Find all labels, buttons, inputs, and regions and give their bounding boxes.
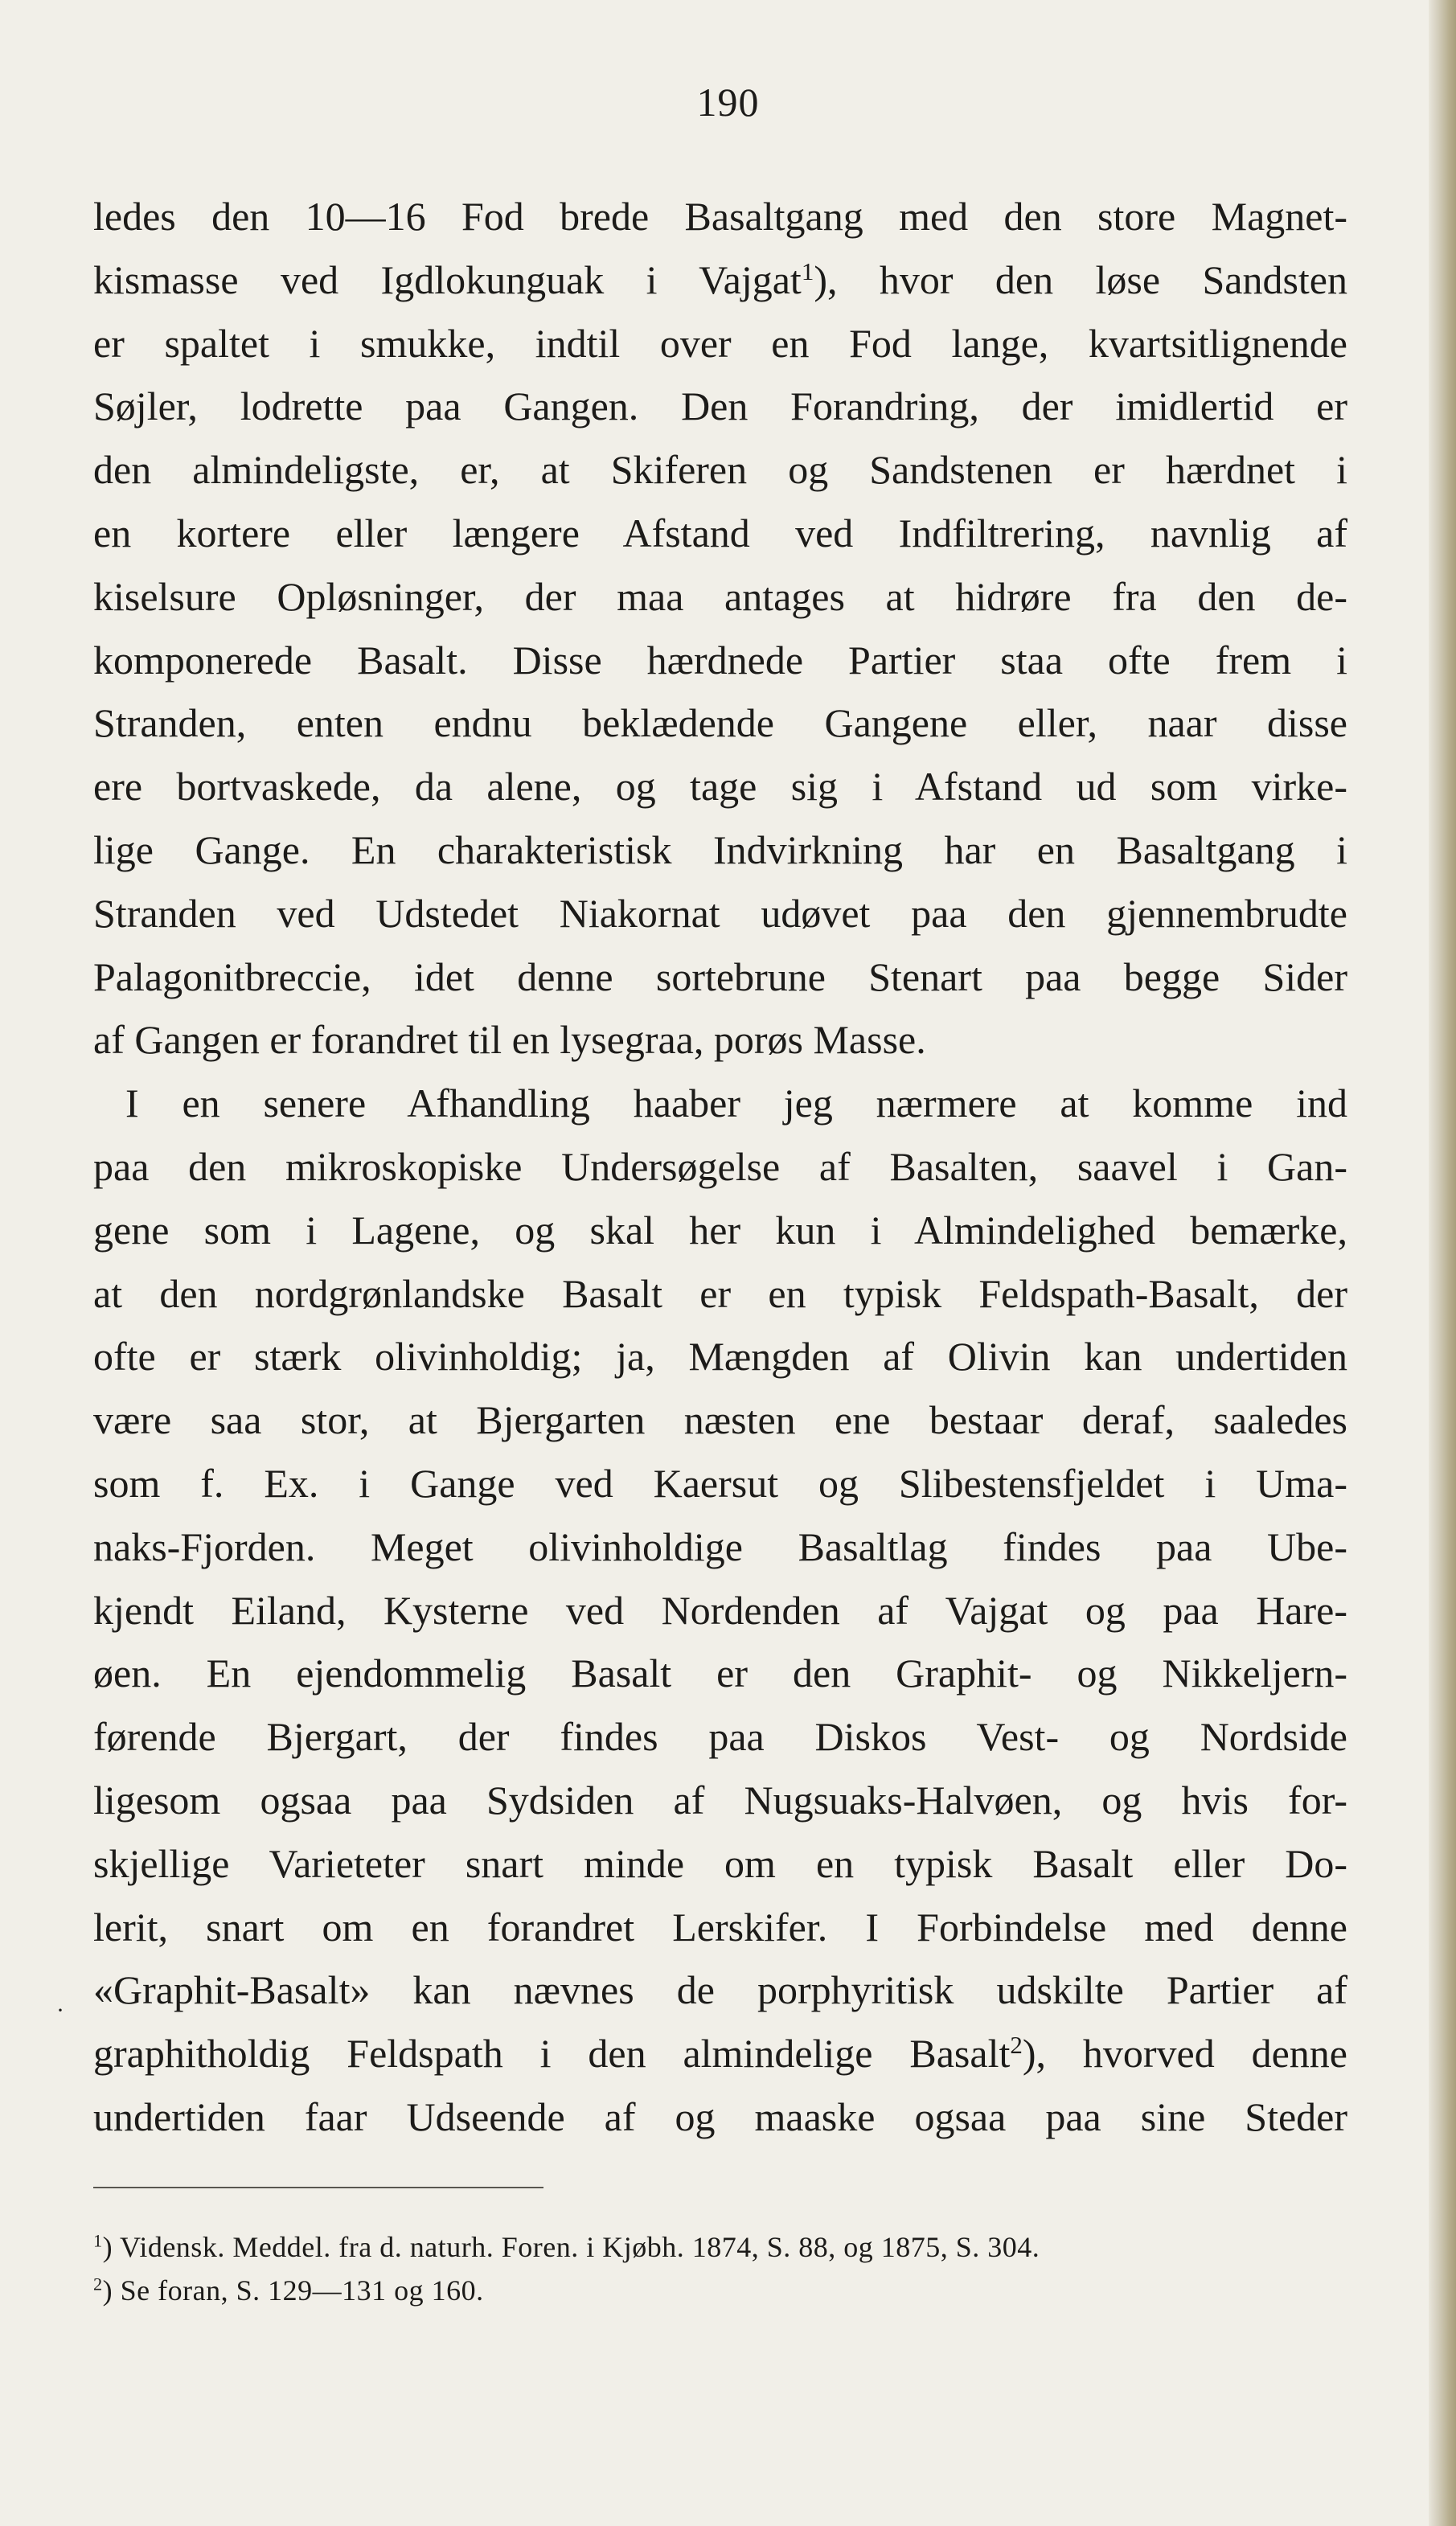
- body-text: [93, 185, 1347, 2149]
- text-line: gene som i Lagene, og skal her kun i Almindelighed bemærke,: [93, 1207, 1347, 1253]
- footnote: $^1$) Vidensk. Meddel. fra d. naturh. Foren. i Kjøbh. 1874, S. 88, og 1875, S. 304.: [93, 2230, 1040, 2263]
- text-line: kiselsure Opløsninger, der maa antages at hidrøre fra den de-: [93, 573, 1347, 619]
- text-line: at den nordgrønlandske Basalt er en typisk Feldspath-Basalt, der: [93, 1270, 1347, 1316]
- text-line: øen. En ejendommelig Basalt er den Graphit- og Nikkeljern-: [93, 1651, 1347, 1696]
- footnote-ref: 1: [801, 256, 814, 285]
- paragraph-start-line: I en senere Afhandling haaber jeg nærmere at komme ind: [125, 1081, 1347, 1126]
- text-line: ledes den 10—16 Fod brede Basaltgang med den store Magnet-: [93, 194, 1347, 239]
- text-line: den almindeligste, er, at Skiferen og Sandstenen er hærdnet i: [93, 447, 1347, 493]
- footnotes: [93, 2225, 1380, 2312]
- text-line: undertiden faar Udseende af og maaske ogsaa paa sine Steder: [93, 2093, 1347, 2139]
- text-line: ligesom ogsaa paa Sydsiden af Nugsuaks-Halvøen, og hvis for-: [93, 1777, 1347, 1823]
- text-line: en kortere eller længere Afstand ved Indfiltrering, navnlig af: [93, 510, 1347, 556]
- text-line: lerit, snart om en forandret Lerskifer. I Forbindelse med denne: [93, 1904, 1347, 1950]
- text-line: som f. Ex. i Gange ved Kaersut og Slibestensfjeldet i Uma-: [93, 1460, 1347, 1506]
- text-line: skjellige Varieteter snart minde om en typisk Basalt eller Do-: [93, 1840, 1347, 1886]
- page-number: 190: [696, 80, 760, 125]
- text-line: graphitholdig Feldspath i den almindelige Basalt$^2$), hvorved denne: [93, 2031, 1348, 2077]
- text-line: komponerede Basalt. Disse hærdnede Partier staa ofte frem i: [93, 637, 1347, 683]
- footnote: $^2$) Se foran, S. 129—131 og 160.: [93, 2274, 484, 2307]
- text-line: er spaltet i smukke, indtil over en Fod lange, kvartsitlignende: [93, 320, 1347, 366]
- text-line: ofte er stærk olivinholdig; ja, Mængden af Olivin kan undertiden: [93, 1334, 1347, 1380]
- text-line: Stranden, enten endnu beklædende Gangene eller, naar disse: [93, 700, 1347, 746]
- text-line: kjendt Eiland, Kysterne ved Nordenden af Vajgat og paa Hare-: [93, 1587, 1347, 1633]
- text-line: Søjler, lodrette paa Gangen. Den Forandring, der imidlertid er: [93, 383, 1347, 429]
- footnote-ref: 2: [1010, 2031, 1023, 2060]
- page-edge: [1429, 0, 1456, 2526]
- paragraph-end-line: af Gangen er forandret til en lysegraa, porøs Masse.: [93, 1017, 926, 1063]
- text-line: «Graphit-Basalt» kan nævnes de porphyritisk udskilte Partier af: [93, 1967, 1347, 2013]
- text-line: Palagonitbreccie, idet denne sortebrune Stenart paa begge Sider: [93, 953, 1347, 999]
- footnote-separator: [93, 2187, 543, 2188]
- text-line: naks-Fjorden. Meget olivinholdige Basaltlag findes paa Ube-: [93, 1523, 1347, 1569]
- text-line: lige Gange. En charakteristisk Indvirkning har en Basaltgang i: [93, 826, 1347, 872]
- text-line: førende Bjergart, der findes paa Diskos Vest- og Nordside: [93, 1714, 1347, 1760]
- margin-dot: ·: [56, 1997, 64, 2024]
- text-line: paa den mikroskopiske Undersøgelse af Basalten, saavel i Gan-: [93, 1143, 1347, 1189]
- text-line: ere bortvaskede, da alene, og tage sig i Afstand ud som virke-: [93, 764, 1347, 810]
- text-line: være saa stor, at Bjergarten næsten ene bestaar deraf, saaledes: [93, 1397, 1347, 1443]
- text-line: kismasse ved Igdlokunguak i Vajgat$^1$), hvor den løse Sandsten: [93, 256, 1347, 302]
- text-line: Stranden ved Udstedet Niakornat udøvet paa den gjennembrudte: [93, 890, 1347, 936]
